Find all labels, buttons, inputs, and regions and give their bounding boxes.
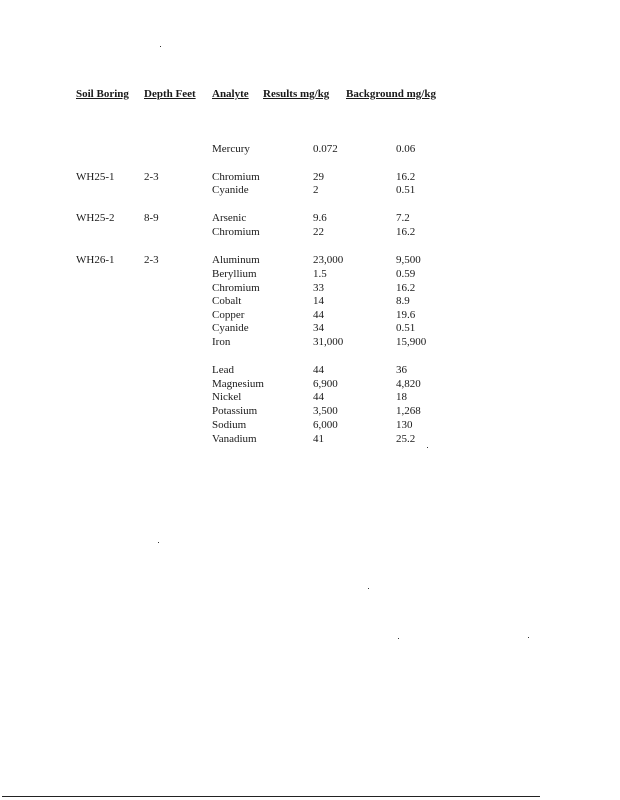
header-results: Results mg/kg xyxy=(263,88,330,100)
header-background: Background mg/kg xyxy=(346,88,436,100)
cell-analyte: Sodium xyxy=(212,419,247,431)
cell-analyte: Arsenic xyxy=(212,212,247,224)
cell-background: 16.2 xyxy=(396,282,416,294)
cell-analyte: Cyanide xyxy=(212,184,249,196)
cell-background: 0.51 xyxy=(396,184,416,196)
cell-background: 16.2 xyxy=(396,171,416,183)
scan-speck xyxy=(427,447,428,448)
scan-speck xyxy=(160,46,161,47)
cell-background: 16.2 xyxy=(396,226,416,238)
cell-result: 41 xyxy=(313,433,324,445)
cell-analyte: Cyanide xyxy=(212,322,249,334)
cell-result: 3,500 xyxy=(313,405,338,417)
cell-background: 15,900 xyxy=(396,336,427,348)
cell-analyte: Magnesium xyxy=(212,378,264,390)
cell-background: 25.2 xyxy=(396,433,416,445)
cell-result: 44 xyxy=(313,309,324,321)
cell-analyte: Mercury xyxy=(212,143,250,155)
cell-depth: 8-9 xyxy=(144,212,159,224)
scan-speck xyxy=(528,637,529,638)
cell-background: 1,268 xyxy=(396,405,421,417)
cell-background: 8.9 xyxy=(396,295,410,307)
cell-analyte: Potassium xyxy=(212,405,258,417)
header-soil-boring: Soil Boring xyxy=(76,88,129,100)
cell-analyte: Lead xyxy=(212,364,234,376)
scan-speck xyxy=(158,542,159,543)
cell-background: 130 xyxy=(396,419,413,431)
cell-analyte: Chromium xyxy=(212,226,260,238)
cell-result: 14 xyxy=(313,295,324,307)
cell-soil-boring: WH25-2 xyxy=(76,212,115,224)
cell-analyte: Nickel xyxy=(212,391,242,403)
cell-analyte: Beryllium xyxy=(212,268,257,280)
cell-result: 2 xyxy=(313,184,319,196)
header-analyte: Analyte xyxy=(212,88,249,100)
bottom-rule xyxy=(2,796,540,797)
cell-depth: 2-3 xyxy=(144,254,159,266)
cell-analyte: Chromium xyxy=(212,171,260,183)
cell-soil-boring: WH26-1 xyxy=(76,254,115,266)
cell-result: 6,900 xyxy=(313,378,338,390)
cell-analyte: Copper xyxy=(212,309,245,321)
cell-result: 0.072 xyxy=(313,143,338,155)
cell-background: 36 xyxy=(396,364,407,376)
cell-background: 9,500 xyxy=(396,254,421,266)
cell-background: 7.2 xyxy=(396,212,410,224)
cell-depth: 2-3 xyxy=(144,171,159,183)
scan-speck xyxy=(398,638,399,639)
cell-analyte: Iron xyxy=(212,336,231,348)
cell-background: 18 xyxy=(396,391,407,403)
cell-result: 44 xyxy=(313,364,324,376)
cell-background: 0.51 xyxy=(396,322,416,334)
cell-analyte: Aluminum xyxy=(212,254,260,266)
scan-speck xyxy=(368,588,369,589)
cell-result: 44 xyxy=(313,391,324,403)
cell-analyte: Vanadium xyxy=(212,433,257,445)
cell-result: 33 xyxy=(313,282,324,294)
cell-result: 29 xyxy=(313,171,324,183)
cell-result: 9.6 xyxy=(313,212,327,224)
cell-background: 0.06 xyxy=(396,143,416,155)
header-depth-feet: Depth Feet xyxy=(144,88,196,100)
cell-result: 34 xyxy=(313,322,324,334)
cell-result: 22 xyxy=(313,226,324,238)
cell-analyte: Chromium xyxy=(212,282,260,294)
cell-result: 23,000 xyxy=(313,254,344,266)
cell-result: 1.5 xyxy=(313,268,327,280)
cell-soil-boring: WH25-1 xyxy=(76,171,115,183)
cell-background: 0.59 xyxy=(396,268,416,280)
cell-background: 4,820 xyxy=(396,378,421,390)
cell-result: 6,000 xyxy=(313,419,338,431)
cell-analyte: Cobalt xyxy=(212,295,242,307)
cell-result: 31,000 xyxy=(313,336,344,348)
cell-background: 19.6 xyxy=(396,309,416,321)
